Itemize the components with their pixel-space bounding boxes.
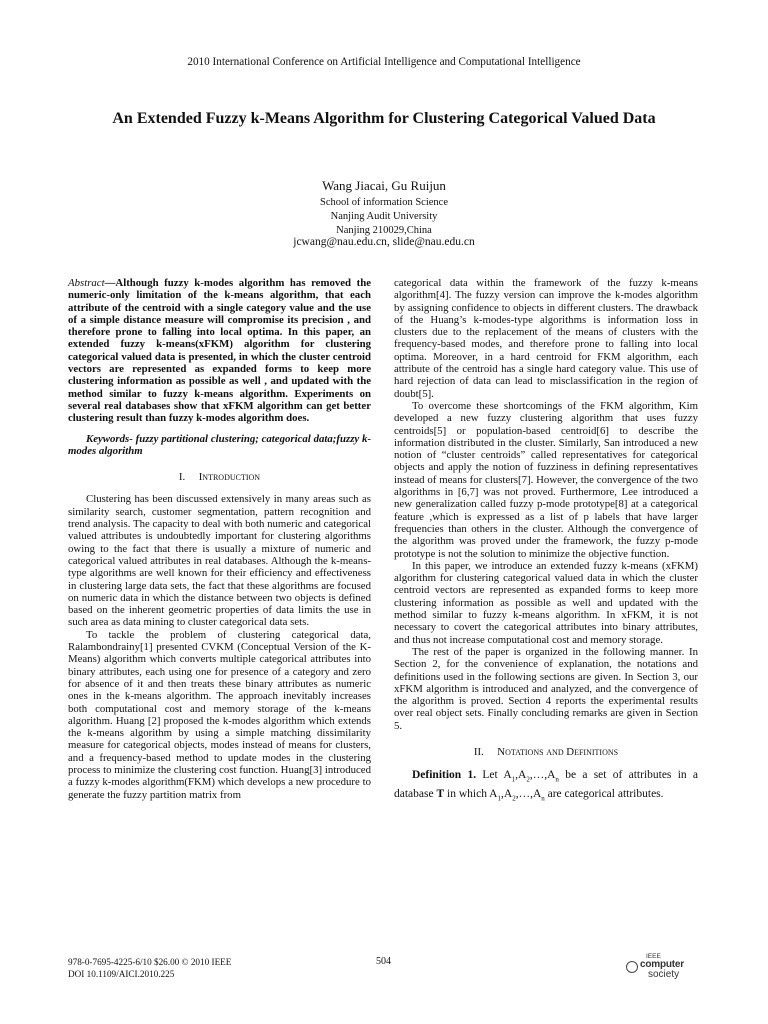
section-number: II. <box>473 745 484 758</box>
definition-paragraph: Definition 1. Let $A_1,A_2,\dots,A_n$ be a set of attributes in a database T in which $A_1,A_2,\dots,A_n$ are categorical attributes. <box>394 769 699 803</box>
left-column <box>68 277 371 801</box>
affiliation-line: Nanjing Audit University <box>330 211 438 222</box>
abstract: Abstract—Although fuzzy k-modes algorithm has removed the numeric-only limitation of the k-means algorithm, that each attribute of the centroid with a single category value and the use of a simple distance measure will compromise its precision , and therefore prone to falling into local optima. In this paper, an extended fuzzy k-means(xFKM) algorithm for clustering categorical valued data is presented, in which the cluster centroid vectors are represented as expanded forms to keep more clustering information as possible as well , and updated with the method similar to fuzzy k-means algorithm. Experiments on several real databases show that xFKM algorithm can get better clustering result than fuzzy k-modes algorithm does. <box>68 277 371 425</box>
paragraph: The rest of the paper is organized in the following manner. In Section 2, for the convenience of explanation, the notations and definitions used in the following sections are given. In Section 3, our xFKM algorithm is introduced and analyzed, and the convergence of the algorithm is proved. Section 4 reports the experimental results over real object sets. Finally concluding remarks are given in Section 5. <box>394 645 698 732</box>
logo-text: society <box>648 969 680 980</box>
paragraph: To overcome these shortcomings of the FKM algorithm, Kim developed a new fuzzy clustering algorithm that uses fuzzy centroids[5] or population-based centroid[6] to describe the information distributed in the cluster. Similarly, San introduced a new notion of “cluster centroids” called representatives for categorical objects and apply the notion of fuzziness in defining representatives instead of means for clusters[7]. However, the convergence of the two algorithms in [6,7] was not proved. Furthermore, Lee introduced a new generalization called fuzzy p-mode prototype[8] at a categorical feature ,which is expressed as a list of p labels that have larger frequencies than others in the cluster. Although the convergence of the algorithm was proved under the framework, the fuzzy p-mode prototype is not the solution to minimize the objective function. <box>394 399 698 560</box>
abstract-text: Although fuzzy k-modes algorithm has removed the numeric-only limitation of the k-means algorithm, that each attribute of the centroid with a single category value and the use of a simple distance measure will compromise its precision , and therefore prone to falling into local optima. In this paper, an extended fuzzy k-means(xFKM) algorithm for clustering categorical valued data is presented, in which the cluster centroid vectors are represented as expanded forms to keep more clustering information as possible as well , and updated with the method similar to fuzzy k-means algorithm. Experiments on several real databases show that xFKM algorithm can get better clustering result than fuzzy k-modes algorithm does. <box>68 277 371 425</box>
abstract-label: Abstract <box>68 277 105 289</box>
paper-authors: Wang Jiacai, Gu Ruijun <box>322 178 446 193</box>
doi-line: DOI 10.1109/AICI.2010.225 <box>68 969 175 979</box>
logo-text: computer <box>640 959 684 970</box>
right-column <box>394 277 698 806</box>
logo-circle-icon <box>626 961 638 973</box>
ieee-computer-society-logo <box>626 953 706 979</box>
section-heading-introduction <box>68 471 371 483</box>
section-title: Notations and Definitions <box>497 745 619 758</box>
section-number: I. <box>178 471 186 484</box>
section-heading-notations <box>394 746 698 758</box>
paper-title: An Extended Fuzzy k-Means Algorithm for Clustering Categorical Valued Data <box>112 110 656 127</box>
definition-text: in which A <box>444 788 498 801</box>
section-title: Introduction <box>198 471 261 484</box>
affiliation-line: School of information Science <box>319 197 448 208</box>
isbn-line: 978-0-7695-4225-6/10 $26.00 © 2010 IEEE <box>68 957 232 967</box>
paragraph: categorical data within the framework of the fuzzy k-means algorithm[4]. The fuzzy version can improve the k-modes algorithm by assigning confidence to objects in different clusters. The drawback of the Huang’s k-modes-type algorithms is information loss in clusters due to the replacement of the means of clusters with the frequency-based modes, and therefore prone to falling into local optima. Moreover, in a hard centroid for FKM algorithm, each attribute of the centroid has a single hard category value. This use of hard rejection of data can lead to misclassification in the region of doubt[5]. <box>394 277 698 400</box>
page-number: 504 <box>376 956 391 967</box>
keywords-text: fuzzy partitional clustering; categorical data;fuzzy k-modes algorithm <box>68 432 371 457</box>
affiliation-line: Nanjing 210029,China <box>336 225 432 236</box>
definition-text: be a set of attributes in a database <box>394 769 699 801</box>
definition-text: Let A <box>482 769 512 782</box>
conference-header: 2010 International Conference on Artificial Intelligence and Computational Intelligence <box>187 56 581 68</box>
paragraph: Clustering has been discussed extensively in many areas such as similarity search, customer segmentation, pattern recognition and trend analysis. The capacity to deal with both numeric and categorical valued attributes is undoubtedly important for clustering algorithms owing to the fact that there is usually a mixture of numeric and categorical valued attributes in real databases. Although the k-means-type algorithms are well known for their efficiency and effectiveness in clustering large data sets, the fact that these algorithms are focused on numeric data in which the distance between two objects is defined based on the inherent geometric properties of data limits the use in such area as data mining to cluster categorical data sets. <box>68 493 371 629</box>
paragraph: To tackle the problem of clustering categorical data, Ralambondrainy[1] presented CVKM (Conceptual Version of the K-Means) algorithm which converts multiple categorical attributes into binary attributes, each using one for presence of a category and zero for absence of it and then treats these binary attributes as numeric ones in the k-means algorithm. The approach inevitably increases both computational cost and memory storage of the k-means algorithm. Huang [2] proposed the k-modes algorithm which extends the k-means algorithm by using a simple matching dissimilarity measure for categorical objects, modes instead of means for clusters, and a frequency-based method to update modes in the clustering process to minimize the clustering cost function. Huang[3] introduced a fuzzy k-modes algorithm(FKM) which develops a new procedure to generate the fuzzy partition matrix from <box>68 628 371 801</box>
definition-label: Definition 1. <box>412 769 477 782</box>
keywords <box>68 433 371 458</box>
paragraph: In this paper, we introduce an extended fuzzy k-means (xFKM) algorithm for clustering categorical valued data in which the cluster centroid vectors are represented as expanded forms to keep more clustering information as possible as well and updated with the method similar to fuzzy k-means algorithm. In xFKM, it is not necessary to covert the categorical attributes into binary attributes, and thus not increase computational cost and memory storage. <box>394 559 698 646</box>
logo-text: IEEE <box>646 953 661 960</box>
footer-publication-info <box>68 956 231 980</box>
author-emails: jcwang@nau.edu.cn, slide@nau.edu.cn <box>293 236 475 248</box>
keywords-label: Keywords- <box>86 432 133 445</box>
database-symbol: T <box>436 788 445 801</box>
definition-text: are categorical attributes. <box>544 788 664 801</box>
